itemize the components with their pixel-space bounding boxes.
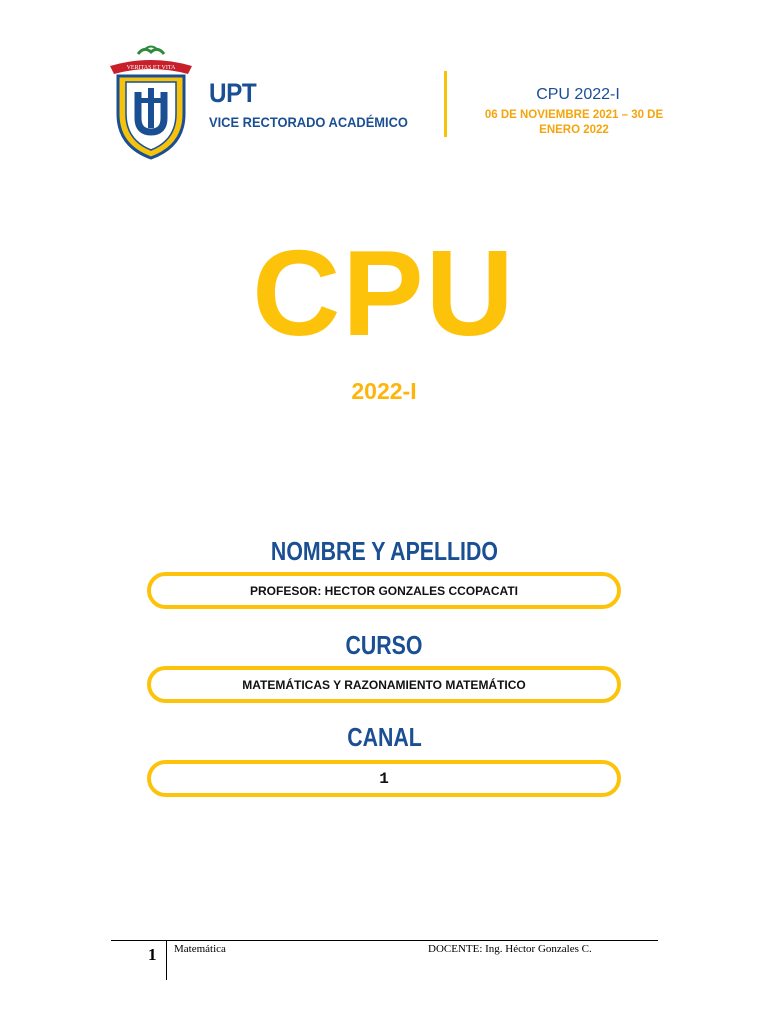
course-value: MATEMÁTICAS Y RAZONAMIENTO MATEMÁTICO [242,677,526,692]
program-dates [484,108,664,138]
channel-label-text: CANAL [346,722,422,752]
page-number: 1 [148,945,157,964]
university-shield-logo [108,44,194,162]
institution-name: UPT [209,78,257,108]
course-label [0,630,768,661]
dates-line-2: ENERO 2022 [539,124,609,136]
department-name: VICE RECTORADO ACADÉMICO [209,114,408,130]
course-label-text: CURSO [345,630,423,660]
name-value: PROFESOR: HECTOR GONZALES CCOPACATI [249,583,518,598]
program-name: CPU 2022-I [536,86,620,103]
footer-separator [166,940,167,980]
channel-value: 1 [379,769,389,788]
name-label [0,536,768,567]
course-field [147,666,621,703]
footer-teacher: DOCENTE: Ing. Héctor Gonzales C. [428,943,592,955]
channel-field [147,760,621,797]
channel-label [0,722,768,753]
svg-text:VERITAS ET VITA: VERITAS ET VITA [126,65,176,71]
dates-line-1: 06 DE NOVIEMBRE 2021 – 30 DE [484,109,664,121]
footer-rule [111,940,658,941]
cover-term: 2022-I [351,378,417,404]
cover-title: CPU [252,225,516,361]
header-divider [444,71,447,137]
document-header [0,0,768,170]
name-label-text: NOMBRE Y APELLIDO [270,536,498,566]
footer-subject: Matemática [174,943,226,955]
name-field [147,572,621,609]
